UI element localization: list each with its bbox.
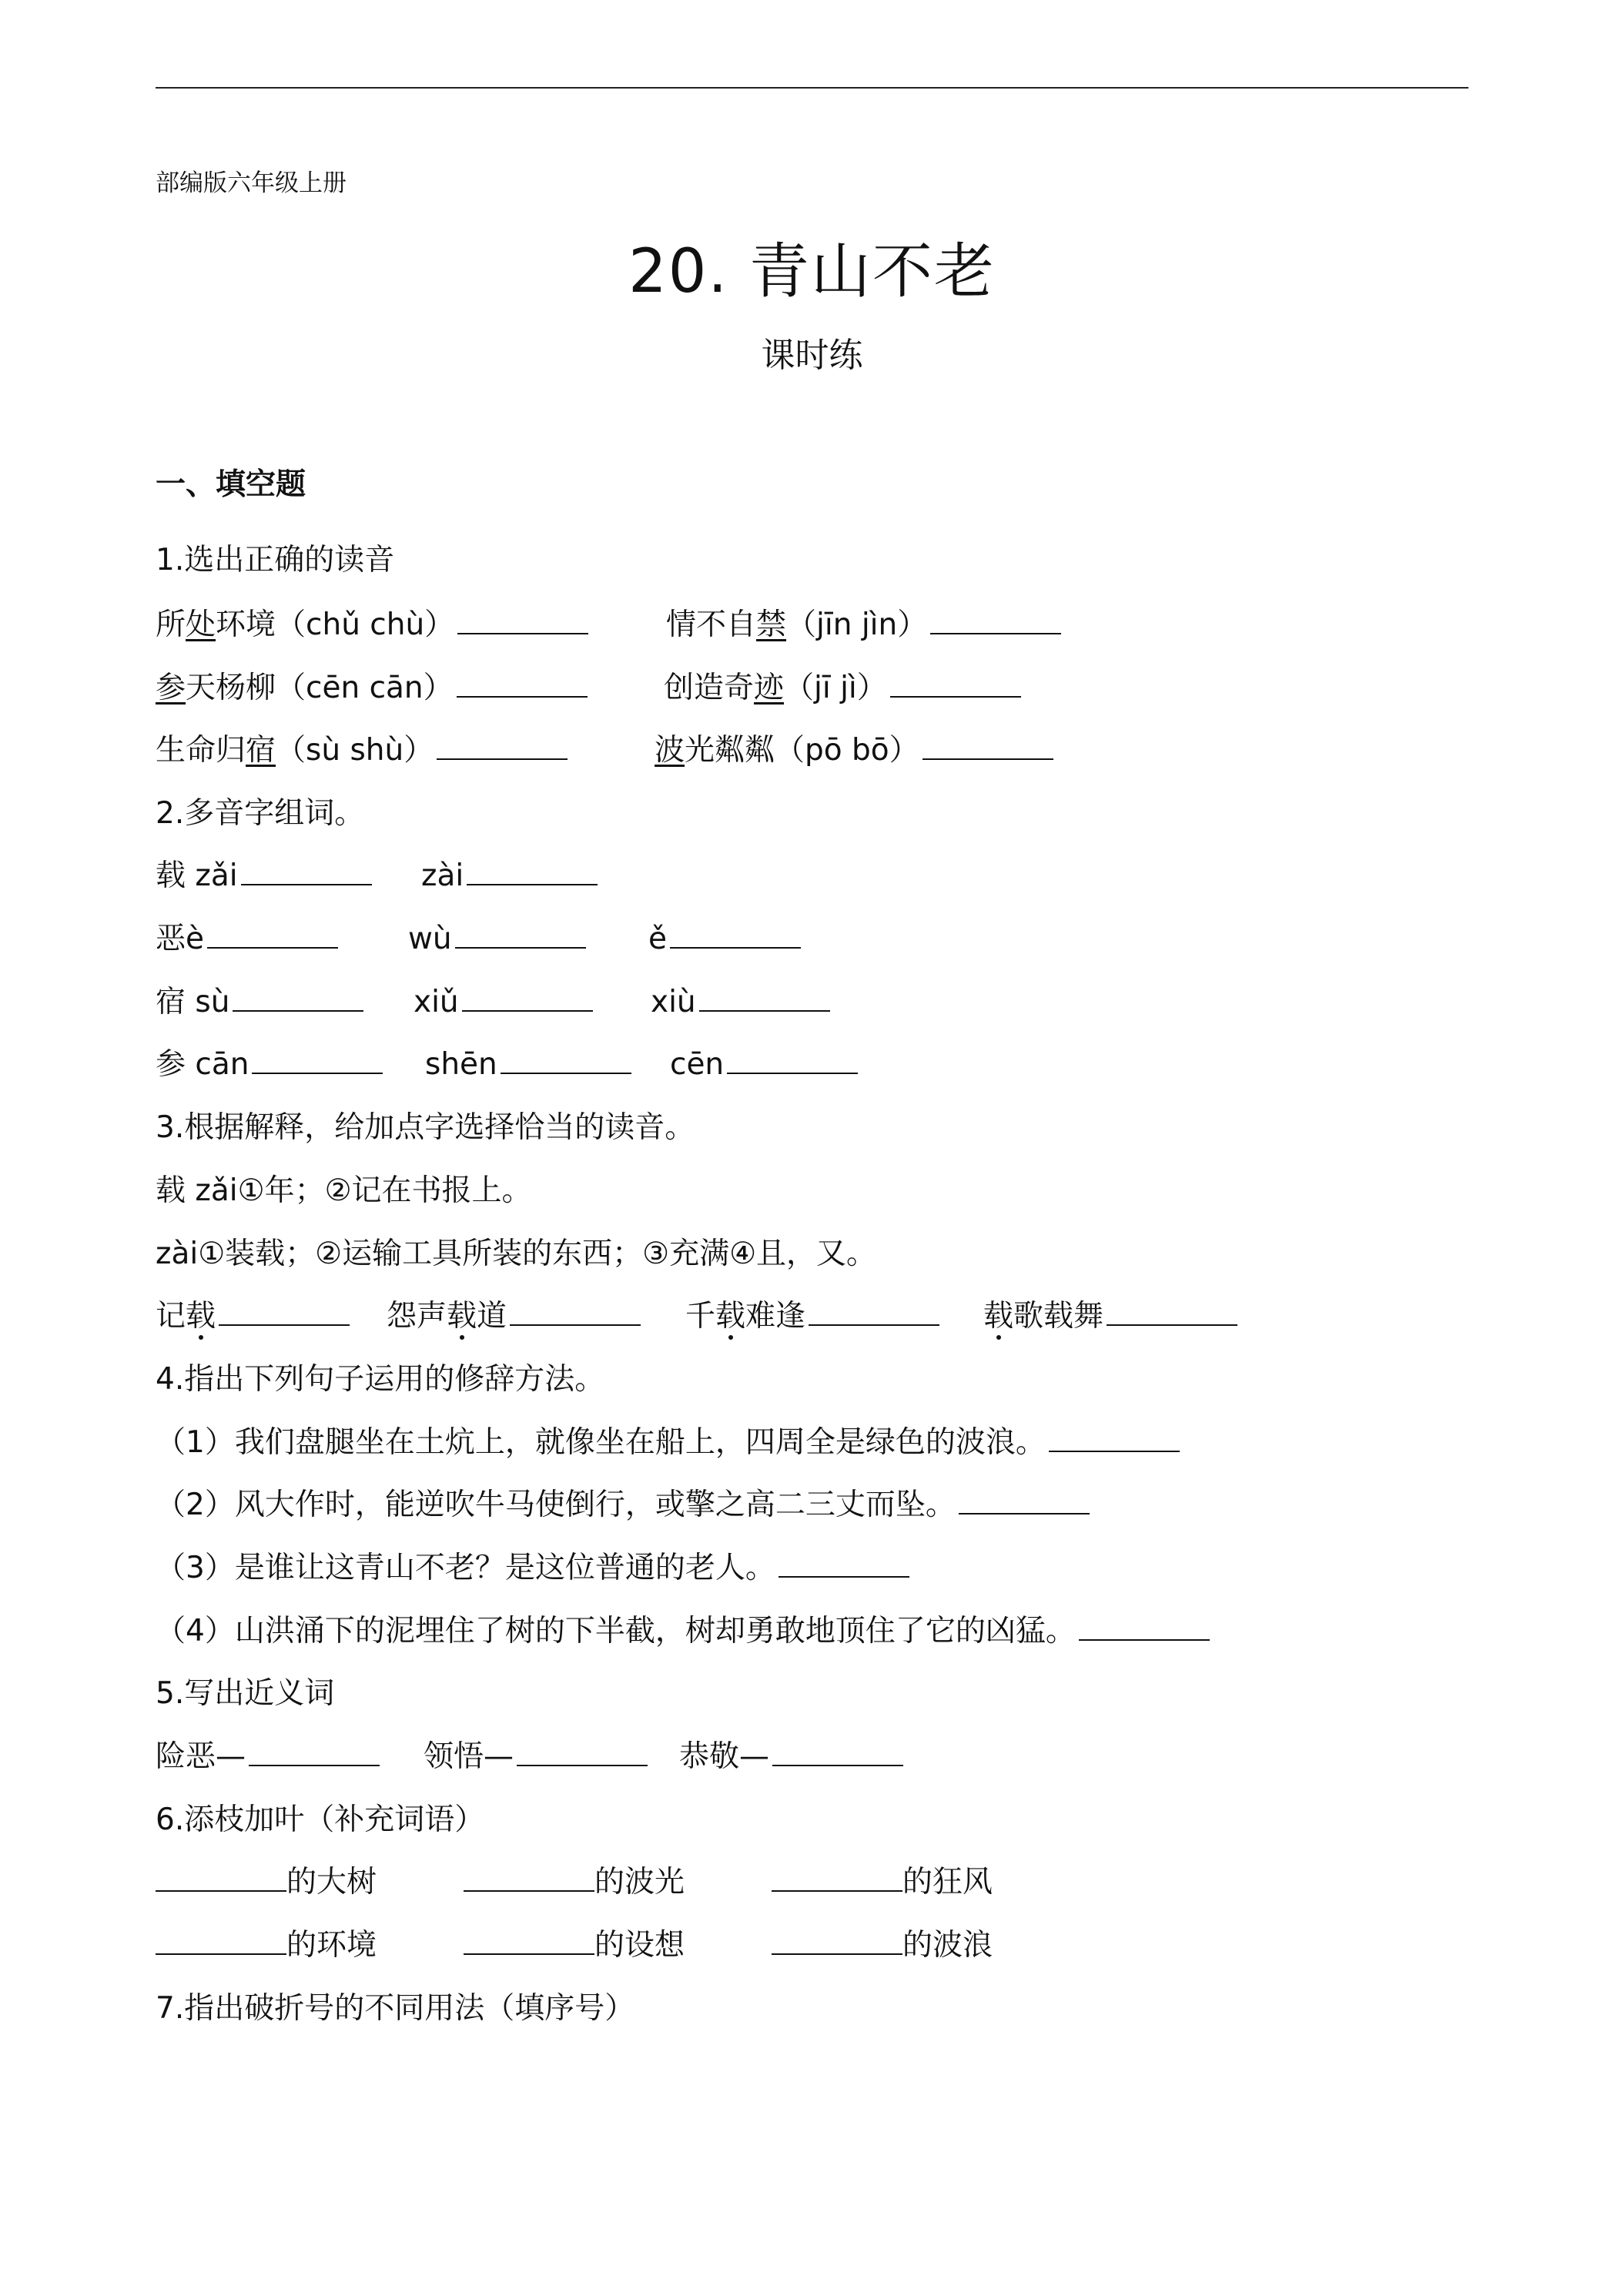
answer-blank[interactable] [959,1487,1090,1514]
section-heading: 一、填空题 [156,467,306,502]
q6-phrase: 的波浪 [902,1928,993,1963]
q1-second-item: 波光粼粼（pō bō） [655,731,1053,770]
q2-pinyin: 载 zǎi [156,858,238,893]
q3-definition-zai3: 载 zǎi①年；②记在书报上。 [156,1173,532,1208]
answer-blank[interactable] [457,607,588,634]
page-title: 20. 青山不老 [628,237,996,306]
answer-blank[interactable] [464,1927,594,1955]
q2-row [156,857,1311,895]
answer-blank[interactable] [241,858,372,885]
answer-blank[interactable] [699,984,830,1012]
q6-row [156,1863,1311,1902]
edition-label: 部编版六年级上册 [156,169,347,197]
q6-prompt: 6.添枝加叶（补充词语） [156,1802,485,1837]
q2-pinyin: zài [421,858,464,893]
answer-blank[interactable] [809,1298,939,1326]
answer-blank[interactable] [890,670,1021,698]
answer-blank[interactable] [1107,1298,1237,1326]
q1-underlined-char: 处 [186,607,216,642]
answer-blank[interactable] [517,1739,648,1766]
answer-blank[interactable] [779,1550,909,1578]
q3-word: 怨声载道 [387,1297,641,1336]
q6-phrase: 的大树 [286,1865,377,1899]
q1-word-text: 所 [156,607,186,642]
answer-blank[interactable] [156,1864,286,1892]
q2-pinyin: wù [408,922,452,956]
q2-pinyin: cēn [670,1047,725,1082]
answer-blank[interactable] [772,1864,902,1892]
q6-phrase: 的狂风 [902,1865,993,1899]
answer-blank[interactable] [249,1739,380,1766]
q5-word: 险恶— [156,1739,246,1774]
q5-prompt: 5.写出近义词 [156,1676,335,1711]
answer-blank[interactable] [437,732,568,760]
q3-definition-zai4: zài①装载；②运输工具所装的东西；③充满④且，又。 [156,1237,877,1271]
q6-row [156,1926,1311,1965]
q4-prompt: 4.指出下列句子运用的修辞方法。 [156,1362,605,1397]
answer-blank[interactable] [156,1927,286,1955]
answer-blank[interactable] [462,984,593,1012]
q3-words-row [156,1297,1388,1336]
answer-blank[interactable] [252,1046,383,1074]
q6-phrase: 的设想 [594,1928,685,1963]
answer-blank[interactable] [1049,1424,1180,1452]
answer-blank[interactable] [207,921,338,949]
q1-pinyin-choice: 天杨柳（cēn cān） [186,671,454,705]
q2-row [156,983,1311,1022]
q5-row [156,1738,1311,1776]
q3-word: 载歌载舞 [983,1297,1237,1336]
q1-row [156,669,1311,708]
q2-pinyin: xiǔ [414,985,459,1019]
q4-item: （4）山洪涌下的泥埋住了树的下半截，树却勇敢地顶住了它的凶猛。 [156,1612,1210,1651]
q5-word: 领悟— [424,1739,514,1774]
q1-second-item: 情不自禁（jīn jìn） [666,606,1061,644]
q2-pinyin: 宿 sù [156,985,230,1019]
q3-prompt: 3.根据解释，给加点字选择恰当的读音。 [156,1110,695,1145]
q1-row [156,606,1311,644]
q3-word: 千载难逢 [685,1297,939,1336]
q1-second-item: 创造奇迹（jī jì） [664,669,1021,708]
q1-pinyin-choice: 环境（chǔ chù） [216,607,455,642]
q4-item: （1）我们盘腿坐在土炕上，就像坐在船上，四周全是绿色的波浪。 [156,1424,1180,1462]
answer-blank[interactable] [467,858,598,885]
q2-pinyin: ě [648,922,667,956]
q3-word: 记载 [156,1299,216,1334]
answer-blank[interactable] [233,984,363,1012]
q1-pinyin-choice: （sù shù） [276,733,434,768]
q5-word: 恭敬— [679,1739,770,1774]
q1-underlined-char: 宿 [246,733,276,768]
q7-prompt: 7.指出破折号的不同用法（填序号） [156,1991,635,2026]
answer-blank[interactable] [457,670,588,698]
answer-blank[interactable] [501,1046,631,1074]
header-rule [156,87,1468,89]
q2-prompt: 2.多音字组词。 [156,796,365,831]
answer-blank[interactable] [727,1046,858,1074]
answer-blank[interactable] [922,732,1053,760]
q2-pinyin: shēn [425,1047,497,1082]
q4-item: （3）是谁让这青山不老？是这位普通的老人。 [156,1549,909,1588]
q2-pinyin: 恶è [156,922,204,956]
answer-blank[interactable] [219,1298,350,1326]
answer-blank[interactable] [455,921,586,949]
q2-pinyin: xiù [651,985,696,1019]
q6-phrase: 的波光 [594,1865,685,1899]
answer-blank[interactable] [1079,1613,1210,1641]
answer-blank[interactable] [510,1298,641,1326]
q6-phrase: 的环境 [286,1928,377,1963]
q2-pinyin: 参 cān [156,1047,249,1082]
q4-item: （2）风大作时，能逆吹牛马使倒行，或擎之高二三丈而坠。 [156,1486,1090,1525]
answer-blank[interactable] [772,1739,903,1766]
q1-row: 生命归宿（sù shù） 波光粼粼（pō bō） [156,731,1311,770]
q2-row [156,1046,1311,1084]
answer-blank[interactable] [670,921,801,949]
q2-row [156,920,1311,959]
answer-blank[interactable] [464,1864,594,1892]
answer-blank[interactable] [772,1927,902,1955]
page-subtitle: 课时练 [761,336,863,375]
q1-underlined-char: 参 [156,671,186,705]
answer-blank[interactable] [930,607,1061,634]
q1-prompt: 1.选出正确的读音 [156,543,395,577]
